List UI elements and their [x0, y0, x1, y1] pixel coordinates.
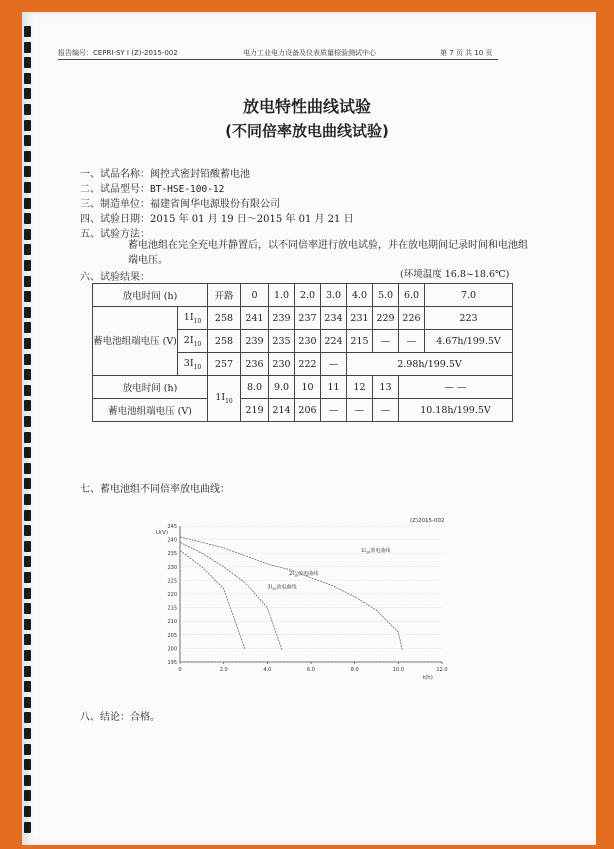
value-cell: 258: [208, 330, 241, 353]
binding-hole: [24, 447, 31, 458]
time-cell: 5.0: [373, 284, 399, 307]
binding-hole: [24, 822, 31, 833]
value-cell: —: [321, 399, 347, 422]
binding-hole: [24, 213, 31, 224]
value-cell: 258: [208, 307, 241, 330]
value-cell: —: [347, 399, 373, 422]
y-axis-label: U(V): [156, 530, 169, 536]
section-7-heading: 七、蓄电池组不同倍率放电曲线：: [80, 484, 230, 495]
binding-hole: [24, 666, 31, 677]
page-number: 第 7 页 共 10 页: [440, 49, 493, 57]
value-cell: 230: [295, 330, 321, 353]
binding-hole: [24, 42, 31, 53]
y-tick-label: 220: [167, 592, 177, 598]
value-cell: 237: [295, 307, 321, 330]
value-cell: 215: [347, 330, 373, 353]
value-cell: —: [373, 399, 399, 422]
value-cell: 239: [241, 330, 269, 353]
y-tick-label: 230: [167, 564, 177, 571]
binding-hole: [24, 494, 31, 505]
binding-hole: [24, 572, 31, 583]
table-row: [93, 399, 513, 422]
value-cell: —: [373, 330, 399, 353]
binding-hole: [24, 728, 31, 739]
x-tick-label: 2.0: [219, 667, 228, 673]
binding-hole: [24, 400, 31, 411]
binding-hole: [24, 463, 31, 474]
binding-hole: [24, 681, 31, 692]
binding-hole: [24, 166, 31, 177]
time-header-cell: 放电时间 (h): [93, 284, 208, 307]
value-cell: 236: [241, 353, 269, 376]
rate-cell: $1I_{10}$: [208, 376, 241, 422]
binding-hole: [24, 416, 31, 427]
header-rule: [58, 59, 498, 60]
time-header-cell: 放电时间 (h): [93, 376, 208, 399]
value-cell: —: [399, 330, 425, 353]
binding-hole: [24, 229, 31, 240]
binding-hole: [24, 712, 31, 723]
time-cell: — —: [399, 376, 513, 399]
test-center-name: 电力工业电力设备及仪表质量检验测试中心: [243, 49, 376, 57]
binding-hole: [24, 619, 31, 630]
binding-hole: [24, 369, 31, 380]
time-cell: 10: [295, 376, 321, 399]
voltage-header-cell: 蓄电池组端电压 (V): [93, 399, 208, 422]
binding-hole: [24, 775, 31, 786]
binding-hole: [24, 556, 31, 567]
report-number: 报告编号：CEPRI-SY I (Z)-2015-002: [58, 49, 178, 57]
rate-cell: $1I_{10}$: [178, 307, 208, 330]
binding-hole: [24, 588, 31, 599]
y-tick-label: 200: [167, 646, 177, 653]
binding-hole: [24, 510, 31, 521]
page-title: 放电特性曲线试验: [242, 97, 371, 116]
table-row: [93, 284, 513, 307]
binding-hole: [24, 322, 31, 333]
x-tick-label: 12.0: [436, 667, 448, 673]
info-sample-model: 二、试品型号：BT-HSE-100-12: [80, 184, 225, 195]
value-cell: 4.67h/199.5V: [425, 330, 513, 353]
voltage-header-cell: 蓄电池组端电压 (V): [93, 307, 178, 376]
binding-hole: [24, 291, 31, 302]
binding-hole: [24, 354, 31, 365]
binding-hole: [24, 634, 31, 645]
value-cell: 219: [241, 399, 269, 422]
time-cell: 9.0: [269, 376, 295, 399]
y-tick-label: 210: [167, 619, 177, 626]
binding-hole: [24, 478, 31, 489]
value-cell: 257: [208, 353, 241, 376]
rate-cell: $3I_{10}$: [178, 353, 208, 376]
x-tick-label: 0: [178, 667, 182, 673]
time-cell: 7.0: [425, 284, 513, 307]
y-tick-label: 235: [167, 551, 177, 558]
value-cell: 229: [373, 307, 399, 330]
ambient-temperature-note: (环境温度 16.8~18.6℃): [400, 269, 510, 280]
time-cell: 12: [347, 376, 373, 399]
binding-hole: [24, 338, 31, 349]
section-8-conclusion: 八、结论：合格。: [80, 712, 160, 723]
table-row: [93, 307, 513, 330]
x-axis-label: t(h): [423, 675, 433, 681]
table-row: [93, 376, 513, 399]
value-cell: 214: [269, 399, 295, 422]
time-cell: 2.0: [295, 284, 321, 307]
y-tick-label: 195: [167, 660, 177, 666]
binding-hole: [24, 26, 31, 37]
binding-hole: [24, 57, 31, 68]
binding-hole: [24, 759, 31, 770]
binding-hole: [24, 198, 31, 209]
x-tick-label: 10.0: [392, 667, 404, 673]
binding-hole: [24, 307, 31, 318]
y-tick-label: 205: [167, 632, 177, 639]
value-cell: 230: [269, 353, 295, 376]
binding-hole: [24, 697, 31, 708]
x-tick-label: 4.0: [263, 667, 272, 673]
time-cell: 13: [373, 376, 399, 399]
binding-hole: [24, 244, 31, 255]
discharge-curve-chart: [150, 514, 460, 684]
value-cell: —: [321, 353, 347, 376]
info-test-date: 四、试验日期：2015 年 01 月 19 日～2015 年 01 月 21 日: [80, 214, 354, 225]
series-label: $2I_{10}$放电曲线: [289, 570, 319, 578]
value-cell: 206: [295, 399, 321, 422]
value-cell: 222: [295, 353, 321, 376]
series-line: [180, 542, 282, 650]
binding-hole: [24, 432, 31, 443]
binding-hole: [24, 260, 31, 271]
time-cell: 11: [321, 376, 347, 399]
binding-hole: [24, 744, 31, 755]
binding-hole: [24, 603, 31, 614]
series-label: $3I_{10}$放电曲线: [267, 584, 297, 592]
value-cell: 234: [321, 307, 347, 330]
value-cell: 241: [241, 307, 269, 330]
y-tick-label: 240: [167, 537, 177, 544]
time-cell: 8.0: [241, 376, 269, 399]
binding-hole: [24, 385, 31, 396]
binding-hole: [24, 182, 31, 193]
results-table: [92, 283, 513, 422]
binding-hole: [24, 806, 31, 817]
info-manufacturer: 三、制造单位：福建省闽华电源股份有限公司: [80, 199, 280, 210]
value-cell: 224: [321, 330, 347, 353]
time-cell: 0: [241, 284, 269, 307]
info-test-method: 五、试验方法：: [80, 229, 150, 240]
open-circuit-header: 开路: [208, 284, 241, 307]
y-tick-label: 215: [167, 605, 177, 612]
value-cell: 235: [269, 330, 295, 353]
test-method-text: 蓄电池组在完全充电并静置后，以不同倍率进行放电试验，并在放电期间记录时间和电池组端电压。: [128, 240, 528, 266]
value-cell: 2.98h/199.5V: [347, 353, 513, 376]
time-cell: 6.0: [399, 284, 425, 307]
value-cell: 226: [399, 307, 425, 330]
page-subtitle: (不同倍率放电曲线试验): [225, 122, 389, 140]
y-tick-label: 245: [167, 524, 177, 530]
value-cell: 231: [347, 307, 373, 330]
x-tick-label: 8.0: [350, 667, 359, 673]
y-tick-label: 225: [167, 578, 177, 585]
binding-hole: [24, 525, 31, 536]
binding-hole: [24, 541, 31, 552]
time-cell: 4.0: [347, 284, 373, 307]
value-cell: 10.18h/199.5V: [399, 399, 513, 422]
time-cell: 1.0: [269, 284, 295, 307]
binding-hole: [24, 73, 31, 84]
info-sample-name: 一、试品名称：阀控式密封铅酸蓄电池: [80, 169, 250, 180]
binding-hole: [24, 151, 31, 162]
value-cell: 223: [425, 307, 513, 330]
binding-hole: [24, 276, 31, 287]
binding-hole: [24, 650, 31, 661]
binding-hole: [24, 790, 31, 801]
chart-corner-label: (Z)2015-002: [410, 518, 445, 524]
results-heading: 六、试验结果：: [80, 272, 150, 283]
series-label: $1I_{10}$放电曲线: [361, 547, 391, 555]
x-tick-label: 6.0: [307, 667, 315, 673]
time-cell: 3.0: [321, 284, 347, 307]
value-cell: 239: [269, 307, 295, 330]
rate-cell: $2I_{10}$: [178, 330, 208, 353]
